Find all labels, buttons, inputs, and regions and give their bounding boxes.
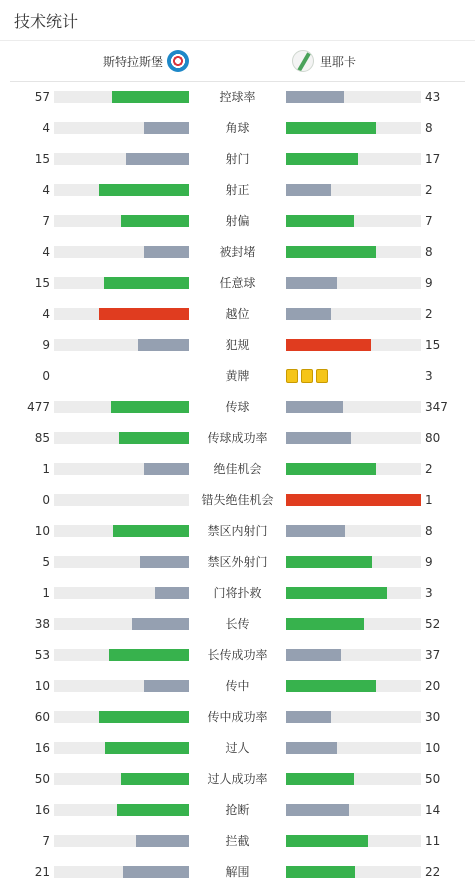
away-stat-value: 30 xyxy=(425,710,441,724)
stat-label: 控球率 xyxy=(219,90,256,104)
home-team-logo-icon xyxy=(167,50,189,72)
stat-label: 传中 xyxy=(225,679,250,693)
away-stat-value: 3 xyxy=(425,586,433,600)
home-stat-bar xyxy=(54,308,189,320)
home-stat-bar-fill xyxy=(104,277,189,289)
home-stat-bar xyxy=(54,649,189,661)
stat-label: 禁区内射门 xyxy=(207,524,268,538)
stat-row xyxy=(0,275,475,291)
home-stat-bar-fill xyxy=(155,587,189,599)
away-stat-bar xyxy=(286,711,421,723)
away-stat-bar-fill xyxy=(286,711,331,723)
away-stat-bar-fill xyxy=(286,91,344,103)
away-stat-value: 2 xyxy=(425,307,433,321)
home-stat-bar xyxy=(54,91,189,103)
home-stat-bar-fill xyxy=(99,184,189,196)
stat-label: 过人 xyxy=(225,741,250,755)
away-stat-bar xyxy=(286,246,421,258)
home-stat-bar-fill xyxy=(136,835,189,847)
stat-row xyxy=(0,554,475,570)
home-stat-value: 4 xyxy=(42,121,50,135)
away-stat-bar xyxy=(286,494,421,506)
yellow-card-icon xyxy=(286,369,298,383)
home-stat-bar-fill xyxy=(138,339,189,351)
stat-row xyxy=(0,337,475,353)
home-stat-bar xyxy=(54,215,189,227)
stat-label: 角球 xyxy=(225,121,250,135)
away-stat-bar-fill xyxy=(286,184,331,196)
away-stat-bar xyxy=(286,649,421,661)
away-stat-bar-fill xyxy=(286,835,368,847)
away-team[interactable] xyxy=(292,49,356,73)
away-stat-bar xyxy=(286,804,421,816)
stat-label: 抢断 xyxy=(225,803,250,817)
stat-row xyxy=(0,709,475,725)
stat-label: 长传成功率 xyxy=(207,648,268,662)
stat-row xyxy=(0,306,475,322)
home-stat-value: 16 xyxy=(34,741,50,755)
home-stat-bar-fill xyxy=(99,308,189,320)
home-stat-bar xyxy=(54,494,189,506)
home-stat-bar-fill xyxy=(144,680,189,692)
away-stat-value: 22 xyxy=(425,865,441,879)
away-stat-value: 15 xyxy=(425,338,441,352)
away-stat-bar xyxy=(286,587,421,599)
stat-label: 越位 xyxy=(225,307,250,321)
away-stat-bar-fill xyxy=(286,773,354,785)
home-stat-value: 21 xyxy=(34,865,50,879)
away-stat-value: 8 xyxy=(425,524,433,538)
away-stat-value: 3 xyxy=(425,369,433,383)
stat-label: 射门 xyxy=(225,152,250,166)
away-stat-bar-fill xyxy=(286,680,376,692)
home-stat-value: 7 xyxy=(42,834,50,848)
away-stat-value: 347 xyxy=(425,400,448,414)
stat-label: 黄牌 xyxy=(225,369,250,383)
away-stat-bar xyxy=(286,153,421,165)
stat-row xyxy=(0,430,475,446)
home-stat-bar-fill xyxy=(144,122,189,134)
stat-label: 任意球 xyxy=(219,276,256,290)
stat-row xyxy=(0,399,475,415)
home-stat-value: 0 xyxy=(42,493,50,507)
away-stat-bar-fill xyxy=(286,401,343,413)
stat-row xyxy=(0,368,475,384)
teams-divider xyxy=(10,81,465,82)
home-stat-bar-fill xyxy=(121,215,189,227)
away-stat-bar xyxy=(286,556,421,568)
stat-label: 过人成功率 xyxy=(207,772,268,786)
stat-label: 射偏 xyxy=(225,214,250,228)
away-stat-bar xyxy=(286,339,421,351)
away-stat-bar xyxy=(286,184,421,196)
away-stat-value: 17 xyxy=(425,152,441,166)
away-stat-bar xyxy=(286,680,421,692)
stat-row xyxy=(0,616,475,632)
away-stat-value: 1 xyxy=(425,493,433,507)
away-stat-bar xyxy=(286,91,421,103)
stat-label: 绝佳机会 xyxy=(213,462,262,476)
stat-row xyxy=(0,182,475,198)
stat-label: 长传 xyxy=(225,617,250,631)
home-stat-bar-fill xyxy=(113,525,189,537)
home-stat-value: 477 xyxy=(27,400,50,414)
stat-row xyxy=(0,802,475,818)
home-stat-bar xyxy=(54,339,189,351)
home-stat-bar-fill xyxy=(111,401,189,413)
away-stat-bar-fill xyxy=(286,308,331,320)
stat-row xyxy=(0,771,475,787)
away-stat-bar xyxy=(286,215,421,227)
home-stat-bar xyxy=(54,587,189,599)
away-stat-bar xyxy=(286,432,421,444)
away-stat-value: 14 xyxy=(425,803,441,817)
away-stat-value: 10 xyxy=(425,741,441,755)
away-stat-value: 43 xyxy=(425,90,441,104)
home-stat-value: 0 xyxy=(42,369,50,383)
home-stat-bar-fill xyxy=(119,432,189,444)
stat-row xyxy=(0,833,475,849)
stat-label: 传中成功率 xyxy=(207,710,268,724)
away-stat-bar-fill xyxy=(286,463,376,475)
home-stat-bar xyxy=(54,153,189,165)
stat-label: 解围 xyxy=(225,865,250,879)
away-yellow-cards xyxy=(286,369,328,383)
away-stat-bar xyxy=(286,618,421,630)
home-stat-value: 16 xyxy=(34,803,50,817)
home-stat-bar xyxy=(54,866,189,878)
home-stat-bar-fill xyxy=(123,866,189,878)
home-stat-value: 57 xyxy=(34,90,50,104)
home-stat-value: 15 xyxy=(34,152,50,166)
home-stat-value: 50 xyxy=(34,772,50,786)
home-stat-bar xyxy=(54,618,189,630)
stat-label: 门将扑救 xyxy=(213,586,262,600)
home-stat-value: 1 xyxy=(42,586,50,600)
away-stat-bar-fill xyxy=(286,804,349,816)
away-stat-value: 9 xyxy=(425,276,433,290)
home-stat-value: 15 xyxy=(34,276,50,290)
away-stat-value: 80 xyxy=(425,431,441,445)
home-stat-bar-fill xyxy=(132,618,189,630)
away-stat-value: 8 xyxy=(425,121,433,135)
away-stat-bar-fill xyxy=(286,866,355,878)
home-stat-value: 9 xyxy=(42,338,50,352)
away-stat-bar-fill xyxy=(286,649,341,661)
home-stat-bar xyxy=(54,184,189,196)
home-stat-bar-fill xyxy=(121,773,189,785)
away-stat-bar-fill xyxy=(286,246,376,258)
home-stat-value: 4 xyxy=(42,245,50,259)
away-stat-bar-fill xyxy=(286,742,337,754)
away-stat-bar-fill xyxy=(286,432,351,444)
stat-label: 被封堵 xyxy=(219,245,256,259)
home-stat-bar-fill xyxy=(105,742,189,754)
away-stat-value: 2 xyxy=(425,183,433,197)
home-stat-bar xyxy=(54,277,189,289)
yellow-card-icon xyxy=(301,369,313,383)
stat-label: 拦截 xyxy=(225,834,250,848)
away-stat-value: 2 xyxy=(425,462,433,476)
home-stat-bar-fill xyxy=(140,556,189,568)
stat-label: 传球成功率 xyxy=(207,431,268,445)
away-stat-bar-fill xyxy=(286,153,358,165)
stat-label: 射正 xyxy=(225,183,250,197)
away-stat-value: 52 xyxy=(425,617,441,631)
home-stat-value: 38 xyxy=(34,617,50,631)
stat-row xyxy=(0,492,475,508)
home-stat-value: 4 xyxy=(42,183,50,197)
home-stat-bar-fill xyxy=(109,649,189,661)
away-stat-bar-fill xyxy=(286,277,337,289)
away-stat-value: 37 xyxy=(425,648,441,662)
stat-row xyxy=(0,151,475,167)
home-stat-bar-fill xyxy=(144,463,189,475)
stat-row xyxy=(0,461,475,477)
away-stat-bar-fill xyxy=(286,618,364,630)
home-team[interactable] xyxy=(103,49,189,73)
away-stat-bar xyxy=(286,742,421,754)
away-stat-bar-fill xyxy=(286,215,354,227)
stat-row xyxy=(0,678,475,694)
away-stat-bar xyxy=(286,773,421,785)
home-stat-bar xyxy=(54,742,189,754)
home-stat-bar-fill xyxy=(117,804,189,816)
stat-row xyxy=(0,213,475,229)
home-stat-value: 85 xyxy=(34,431,50,445)
away-team-name: 里耶卡 xyxy=(320,54,357,69)
away-stat-value: 8 xyxy=(425,245,433,259)
away-stat-bar-fill xyxy=(286,587,387,599)
away-stat-bar xyxy=(286,525,421,537)
home-stat-bar-fill xyxy=(99,711,189,723)
away-stat-bar xyxy=(286,835,421,847)
away-stat-bar xyxy=(286,401,421,413)
home-stat-bar xyxy=(54,711,189,723)
home-stat-bar-fill xyxy=(112,91,189,103)
home-stat-bar xyxy=(54,122,189,134)
away-stat-bar-fill xyxy=(286,556,372,568)
away-stat-bar-fill xyxy=(286,339,371,351)
home-stat-value: 10 xyxy=(34,524,50,538)
stat-label: 错失绝佳机会 xyxy=(201,493,274,507)
home-stat-bar xyxy=(54,432,189,444)
home-stat-bar xyxy=(54,556,189,568)
home-stat-bar xyxy=(54,773,189,785)
away-team-logo-icon xyxy=(292,50,314,72)
away-stat-bar-fill xyxy=(286,525,345,537)
home-stat-value: 1 xyxy=(42,462,50,476)
home-stat-value: 60 xyxy=(34,710,50,724)
stat-label: 禁区外射门 xyxy=(207,555,268,569)
page-title: 技术统计 xyxy=(14,12,79,31)
yellow-card-icon xyxy=(316,369,328,383)
away-stat-bar xyxy=(286,122,421,134)
away-stat-bar-fill xyxy=(286,122,376,134)
stat-row xyxy=(0,585,475,601)
away-stat-bar-fill xyxy=(286,494,421,506)
home-stat-value: 4 xyxy=(42,307,50,321)
home-stat-bar xyxy=(54,525,189,537)
away-stat-value: 11 xyxy=(425,834,441,848)
home-stat-value: 10 xyxy=(34,679,50,693)
home-stat-bar xyxy=(54,804,189,816)
home-stat-bar xyxy=(54,246,189,258)
stat-row xyxy=(0,864,475,880)
home-stat-bar xyxy=(54,401,189,413)
home-stat-value: 5 xyxy=(42,555,50,569)
stat-label: 犯规 xyxy=(225,338,250,352)
home-stat-bar xyxy=(54,680,189,692)
away-stat-value: 20 xyxy=(425,679,441,693)
away-stat-bar xyxy=(286,463,421,475)
home-stat-value: 53 xyxy=(34,648,50,662)
stat-row xyxy=(0,523,475,539)
stat-row xyxy=(0,89,475,105)
home-stat-value: 7 xyxy=(42,214,50,228)
away-stat-bar xyxy=(286,308,421,320)
away-stat-value: 50 xyxy=(425,772,441,786)
away-stat-bar xyxy=(286,277,421,289)
away-stat-bar xyxy=(286,866,421,878)
home-stat-bar xyxy=(54,463,189,475)
home-stat-bar-fill xyxy=(144,246,189,258)
stat-label: 传球 xyxy=(225,400,250,414)
away-stat-value: 7 xyxy=(425,214,433,228)
home-team-name: 斯特拉斯堡 xyxy=(102,54,163,69)
away-stat-value: 9 xyxy=(425,555,433,569)
home-stat-bar xyxy=(54,835,189,847)
stat-row xyxy=(0,740,475,756)
stat-row xyxy=(0,120,475,136)
header-divider xyxy=(0,40,475,41)
home-stat-bar-fill xyxy=(126,153,189,165)
stat-row xyxy=(0,647,475,663)
stat-row xyxy=(0,244,475,260)
